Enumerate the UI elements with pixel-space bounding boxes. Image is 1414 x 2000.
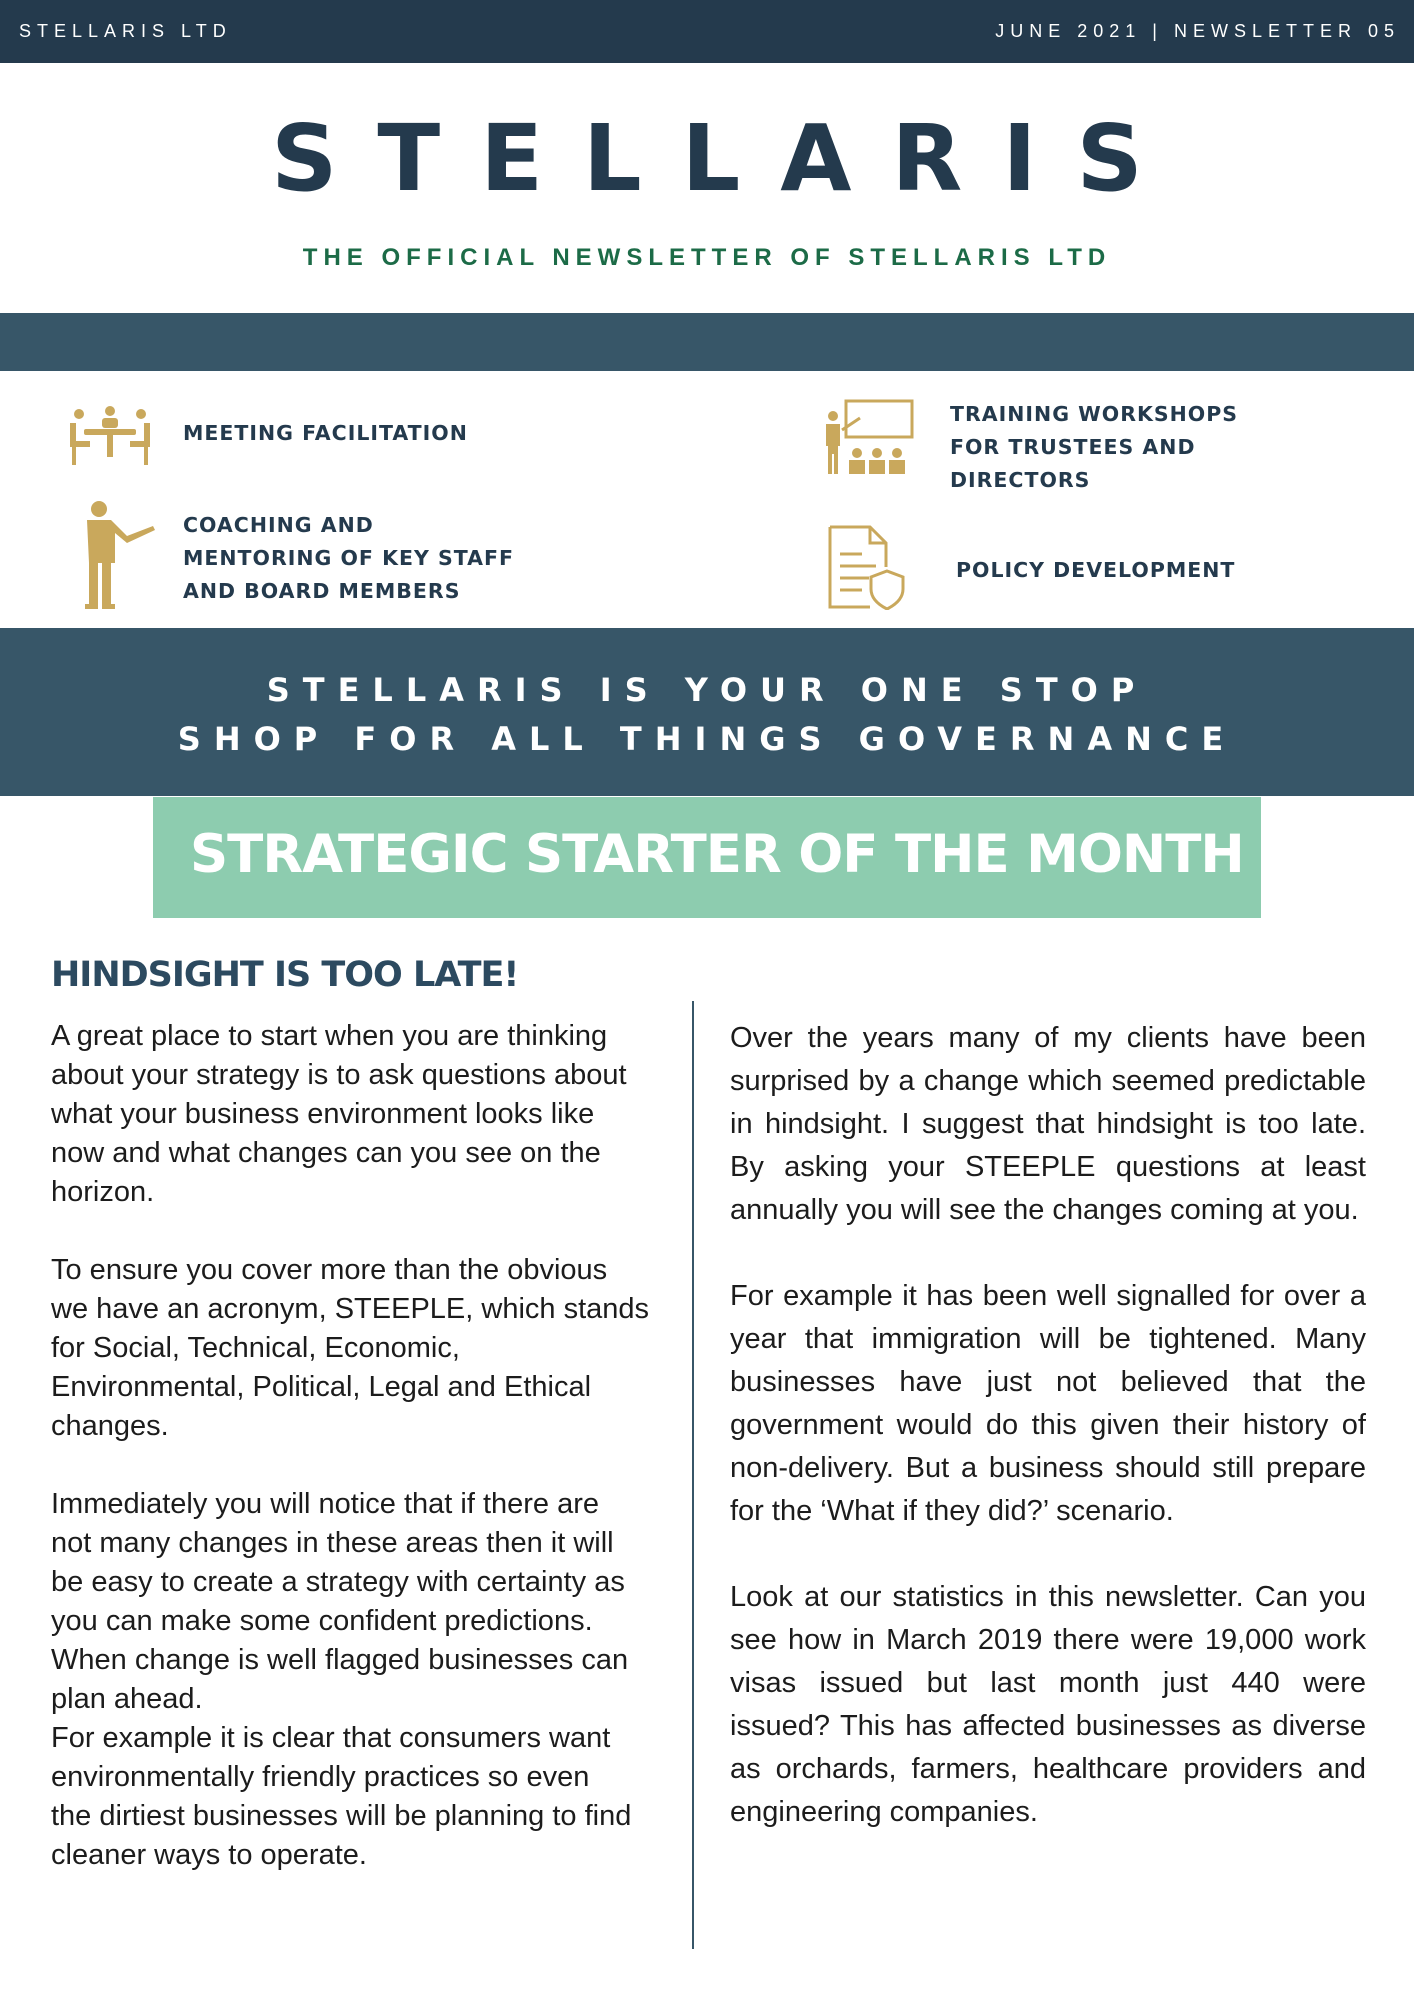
article-heading: HINDSIGHT IS TOO LATE! [51,955,519,995]
service-label: COACHING AND MENTORING OF KEY STAFF AND BOARD MEMBERS [183,513,514,603]
masthead-subtitle: THE OFFICIAL NEWSLETTER OF STELLARIS LTD [302,244,1112,271]
tagline-line-2: SHOP FOR ALL THINGS GOVERNANCE [177,720,1237,758]
paragraph: Immediately you will notice that if there are not many changes in these areas then it will be easy to create a strategy with certainty as you can make some confident predictions. When change is well flagged businesses can plan ahead. For example it is clear that consumers want environmentally friendly practices so even the dirtiest businesses will be planning to find cleaner ways to operate. [51,1488,632,1871]
paragraph: A great place to start when you are thinking about your strategy is to ask questions about what your business environment looks like now and what changes can you see on the horizon. [51,1020,627,1208]
paragraph: Look at our statistics in this newsletter. Can you see how in March 2019 there were 19,000 work visas issued but last month just 440 were issued? This has affected businesses as diverse as orchards, farmers, healthcare providers and engineering companies. [730,1581,1366,1828]
service-label: POLICY DEVELOPMENT [956,558,1236,582]
meeting-table-icon [66,405,154,470]
service-policy-development [956,554,1235,587]
paragraph: For example it has been well signalled for over a year that immigration will be tightened. Many businesses have just not believed that the government would do this given their history of non-delivery. But a business should still prepare for the ‘What if they did?’ scenario. [730,1280,1366,1527]
service-meeting-facilitation [183,417,468,450]
issue-date: JUNE 2021 | NEWSLETTER 05 [995,21,1400,41]
paragraph: Over the years many of my clients have been surprised by a change which seemed predictable in hindsight. I suggest that hindsight is too late. By asking your STEEPLE questions at least annually you will see the changes coming at you. [730,1022,1366,1226]
company-name: STELLARIS LTD [19,21,232,41]
tagline-line-1: STELLARIS IS YOUR ONE STOP [266,671,1148,709]
policy-document-icon [827,524,907,610]
service-coaching-mentoring [183,509,514,608]
training-audience-icon [822,398,916,478]
divider-bar [0,313,1414,371]
masthead-title: STELLARIS [271,105,1183,212]
section-title: STRATEGIC STARTER OF THE MONTH [190,824,1244,885]
tagline-banner [0,628,1414,796]
service-label: MEETING FACILITATION [183,421,468,445]
paragraph: To ensure you cover more than the obvious we have an acronym, STEEPLE, which stands for Social, Technical, Economic, Environmental, Political, Legal and Ethical changes. [51,1254,650,1442]
article-left-column [51,1017,676,1914]
presenter-icon [75,500,155,612]
column-divider [692,1001,694,1949]
top-bar [0,0,1414,63]
service-training-workshops [950,398,1238,497]
service-label: TRAINING WORKSHOPS FOR TRUSTEES AND DIRECTORS [950,402,1239,492]
article-right-column [730,1017,1366,1877]
